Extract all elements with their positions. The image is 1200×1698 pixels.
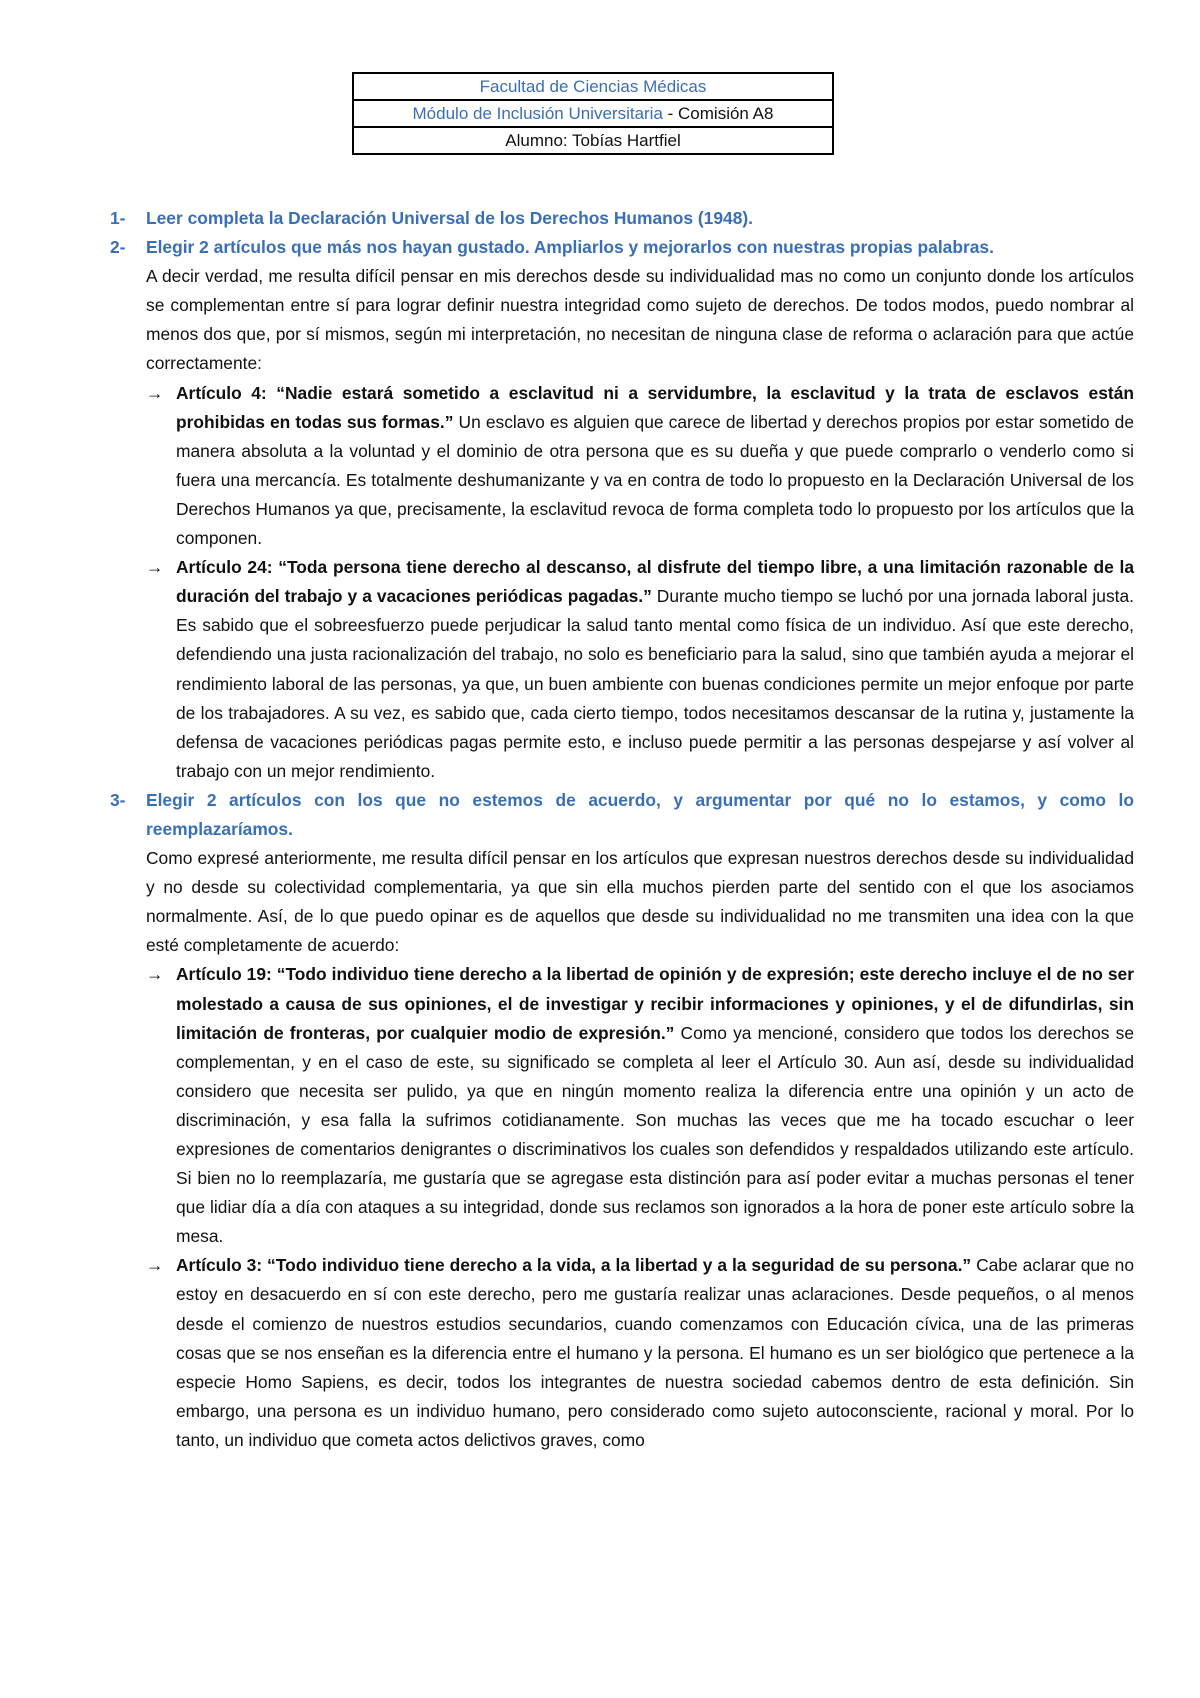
document-body <box>104 204 1134 1455</box>
question-item-1 <box>104 204 1134 233</box>
question-number: 2- <box>110 237 126 258</box>
module-name: Módulo de Inclusión Universitaria <box>412 104 663 123</box>
header-table <box>352 72 834 155</box>
header-row-student <box>353 127 833 154</box>
article-commentary: Durante mucho tiempo se luchó por una jornada laboral justa. Es sabido que el sobreesfuerzo puede perjudicar la salud tanto mental como física de un individuo. Así que este derecho, defendiendo una justa racionalización del trabajo, no solo es beneficiario para la salud, sino que también ayuda a mejorar el rendimiento laboral de las personas, ya que, un buen ambiente con buenas condiciones permite un mejor enfoque por parte de los trabajadores. A su vez, es sabido que, cada cierto tiempo, todos necesitamos descansar de la rutina y, justamente la defensa de vacaciones periódicas pagas permite esto, e incluso puede permitir a las personas despejarse y así volver al trabajo con un mejor rendimiento. <box>176 586 1134 781</box>
article-commentary: Como ya mencioné, considero que todos los derechos se complementan, y en el caso de este, su significado se completa al leer el Artículo 30. Aun así, desde su individualidad considero que necesita ser pulido, ya que en ningún momento realiza la diferencia entre una opinión y un acto de discriminación, y esa falla la sufrimos cotidianamente. Son muchas las veces que me ha tocado escuchar o leer expresiones de comentarios denigrantes o discriminativos los cuales son defendidos y respaldados utilizando este artículo. Si bien no lo reemplazaría, me gustaría que se agregase esta distinción para así poder evitar a muchas personas el tener que lidiar día a día con ataques a su integridad, donde sus reclamos son ignorados a la hora de poner este artículo sobre la mesa. <box>176 1022 1134 1247</box>
faculty-cell: Facultad de Ciencias Médicas <box>353 73 833 100</box>
article-quote: Artículo 4: “Nadie estará sometido a esclavitud ni a servidumbre, la esclavitud y la trata de esclavos están prohibidas en todas sus formas.” <box>176 382 1134 432</box>
article-entry <box>104 1251 1134 1455</box>
question-text: Leer completa la Declaración Universal de los Derechos Humanos (1948). <box>146 208 753 228</box>
commission-label: Comisión A8 <box>678 104 774 123</box>
question-text: Elegir 2 artículos con los que no estemos de acuerdo, y argumentar por qué no lo estamos, y como lo reemplazaríamos. <box>146 789 1134 839</box>
article-entry <box>104 553 1134 786</box>
arrow-icon: → <box>146 1255 164 1276</box>
article-entry <box>104 960 1134 1251</box>
article-commentary: Un esclavo es alguien que carece de libertad y derechos propios por estar sometido de manera absoluta a la voluntad y el dominio de otra persona que es su dueña y que puede comprarlo o venderlo como si fuera una mercancía. Es totalmente deshumanizante y va en contra de todo lo propuesto en la Declaración Universal de los Derechos Humanos ya que, precisamente, la esclavitud revoca de forma completa todo lo propuesto por los artículos que la componen. <box>176 411 1135 549</box>
article-entry <box>104 379 1134 554</box>
article-commentary: Cabe aclarar que no estoy en desacuerdo en sí con este derecho, pero me gustaría realizar unas aclaraciones. Desde pequeños, o al menos desde el comienzo de nuestros estudios secundarios, cuando comenzamos con Educación cívica, una de las primeras cosas que se nos enseñan es la diferencia entre el humano y la persona. El humano es un ser biológico que pertenece a la especie Homo Sapiens, es decir, todos los integrantes de nuestra sociedad cabemos dentro de esta definición. Sin embargo, una persona es un individuo humano, pero considerado como sujeto autoconsciente, racional y moral. Por lo tanto, un individuo que cometa actos delictivos graves, como <box>176 1255 1134 1450</box>
question-item-3 <box>104 786 1134 961</box>
answer-intro: A decir verdad, me resulta difícil pensar en mis derechos desde su individualidad mas no como un conjunto donde los artículos se complementan entre sí para lograr definir nuestra integridad como sujeto de derechos. De todos modos, puedo nombrar al menos dos que, por sí mismos, según mi interpretación, no necesitan de ninguna clase de reforma o aclaración para que actúe correctamente: <box>146 266 1134 374</box>
module-separator: - <box>662 104 679 123</box>
article-quote: Artículo 24: “Toda persona tiene derecho al descanso, al disfrute del tiempo libre, a una limitación razonable de la duración del trabajo y a vacaciones periódicas pagadas.” <box>176 557 1134 607</box>
question-item-2 <box>104 233 1134 378</box>
arrow-icon: → <box>146 382 164 403</box>
header-row-faculty <box>353 73 833 100</box>
arrow-icon: → <box>146 557 164 578</box>
article-quote: Artículo 3: “Todo individuo tiene derecho a la vida, a la libertad y a la seguridad de su persona.” <box>176 1255 972 1276</box>
student-cell: Alumno: Tobías Hartfiel <box>353 127 833 154</box>
question-number: 1- <box>110 208 126 228</box>
question-number: 3- <box>110 789 126 810</box>
answer-intro: Como expresé anteriormente, me resulta difícil pensar en los artículos que expresan nuestros derechos desde su individualidad y no desde su colectividad complementaria, ya que sin ella muchos pierden parte del sentido con el que los asociamos normalmente. Así, de lo que puedo opinar es de aquellos que desde su individualidad no me transmiten una idea con la que esté completamente de acuerdo: <box>146 848 1134 956</box>
question-text: Elegir 2 artículos que más nos hayan gustado. Ampliarlos y mejorarlos con nuestras propias palabras. <box>146 237 994 258</box>
arrow-icon: → <box>146 964 164 985</box>
header-row-module <box>353 100 833 127</box>
module-cell <box>353 100 833 127</box>
article-quote: Artículo 19: “Todo individuo tiene derecho a la libertad de opinión y de expresión; este derecho incluye el de no ser molestado a causa de sus opiniones, el de investigar y recibir informaciones y opiniones, y el de difundirlas, sin limitación de fronteras, por cualquier modio de expresión.” <box>176 964 1134 1043</box>
